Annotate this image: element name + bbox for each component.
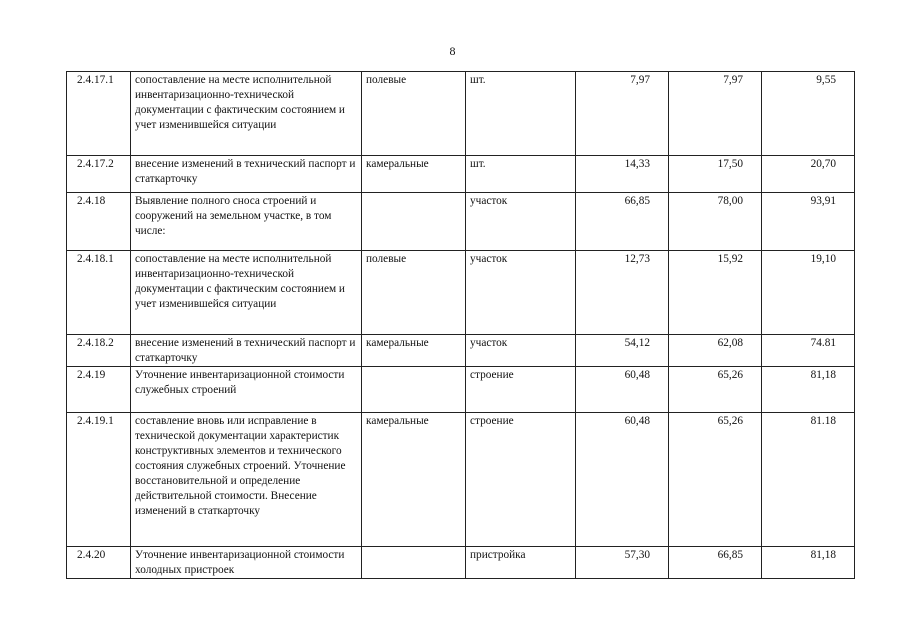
table-row [67,367,855,413]
row-value-2: 66,85 [669,547,762,579]
row-value-2: 78,00 [669,193,762,251]
row-value-3: 19,10 [762,251,855,335]
table-row [67,251,855,335]
row-work-type: полевые [362,72,466,156]
row-unit: строение [466,413,576,547]
row-value-1: 12,73 [576,251,669,335]
row-value-1: 60,48 [576,367,669,413]
row-value-3: 20,70 [762,156,855,193]
row-unit: участок [466,335,576,367]
row-unit: строение [466,367,576,413]
rates-table [66,71,855,579]
row-work-type [362,547,466,579]
row-work-type: полевые [362,251,466,335]
table-row [67,72,855,156]
row-value-3: 81,18 [762,367,855,413]
row-code: 2.4.20 [67,547,131,579]
row-code: 2.4.18.1 [67,251,131,335]
row-work-type [362,193,466,251]
row-name: сопоставление на месте исполнительной инвентаризационно-технической документации с фактическим состоянием и учет изменившейся ситуации [131,72,362,156]
row-value-2: 62,08 [669,335,762,367]
row-value-3: 9,55 [762,72,855,156]
row-value-2: 15,92 [669,251,762,335]
row-value-1: 57,30 [576,547,669,579]
row-value-2: 65,26 [669,367,762,413]
row-value-1: 66,85 [576,193,669,251]
row-code: 2.4.17.2 [67,156,131,193]
row-unit: участок [466,251,576,335]
table-row [67,156,855,193]
row-unit: шт. [466,156,576,193]
table-row [67,335,855,367]
row-value-3: 74.81 [762,335,855,367]
row-value-1: 60,48 [576,413,669,547]
row-name: Уточнение инвентаризационной стоимости служебных строений [131,367,362,413]
row-name: Уточнение инвентаризационной стоимости холодных пристроек [131,547,362,579]
row-value-3: 81,18 [762,547,855,579]
row-work-type: камеральные [362,156,466,193]
table-row [67,413,855,547]
row-value-2: 7,97 [669,72,762,156]
row-code: 2.4.18.2 [67,335,131,367]
row-name: сопоставление на месте исполнительной инвентаризационно-технической документации с фактическим состоянием и учет изменившейся ситуации [131,251,362,335]
row-name: внесение изменений в технический паспорт и статкарточку [131,335,362,367]
table-row [67,547,855,579]
row-value-3: 81.18 [762,413,855,547]
row-code: 2.4.18 [67,193,131,251]
row-value-2: 17,50 [669,156,762,193]
page-number: 8 [449,44,456,58]
row-value-2: 65,26 [669,413,762,547]
row-value-1: 14,33 [576,156,669,193]
row-name: Выявление полного сноса строений и сооружений на земельном участке, в том числе: [131,193,362,251]
row-work-type [362,367,466,413]
row-work-type: камеральные [362,413,466,547]
row-unit: участок [466,193,576,251]
row-work-type: камеральные [362,335,466,367]
row-unit: пристройка [466,547,576,579]
row-value-1: 7,97 [576,72,669,156]
row-name: внесение изменений в технический паспорт и статкарточку [131,156,362,193]
row-code: 2.4.19 [67,367,131,413]
row-value-1: 54,12 [576,335,669,367]
row-value-3: 93,91 [762,193,855,251]
row-name: составление вновь или исправление в технической документации характеристик конструктивных элементов и технического состояния служебных строений. Уточнение восстановительной и определение действительной стоимости. Внесение изменений в статкарточку [131,413,362,547]
row-code: 2.4.17.1 [67,72,131,156]
table-row [67,193,855,251]
row-code: 2.4.19.1 [67,413,131,547]
row-unit: шт. [466,72,576,156]
